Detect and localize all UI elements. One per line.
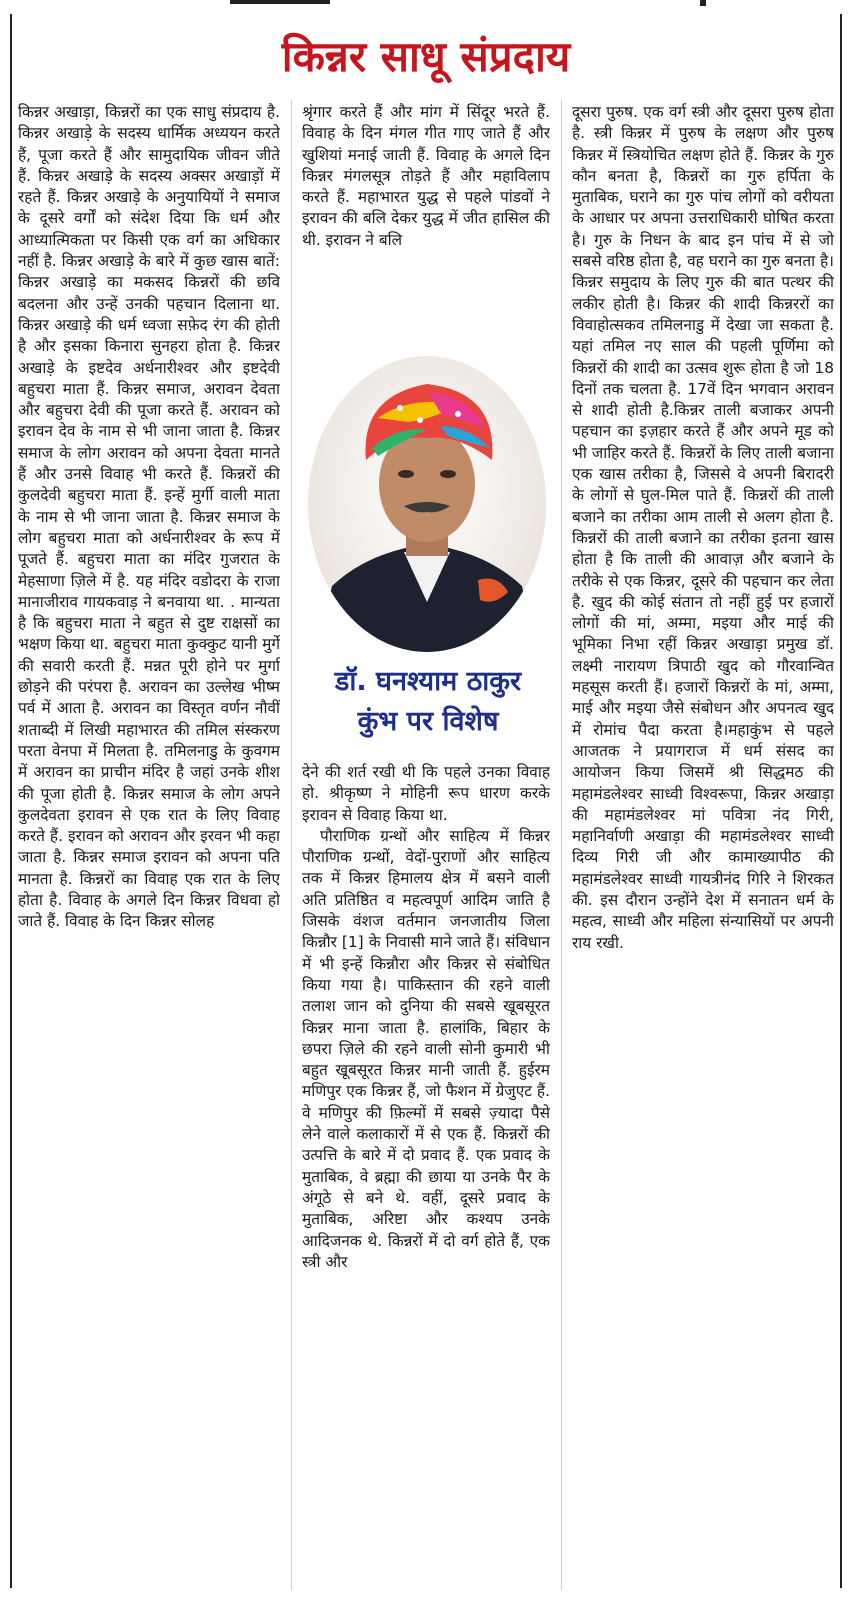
column-2-top-text: श्रृंगार करते हैं और मांग में सिंदूर भरते हैं. विवाह के दिन मंगल गीत गाए जाते हैं और खुशियां मनाई जाती हैं. विवाह के अगले दिन किन्नर मंगलसूत्र तोड़ते हैं और महाविलाप करते हैं. महाभारत युद्ध से पहले पांडवों ने इरावन की बलि देकर युद्ध में जीत हासिल की थी. इरावन ने बलि (302, 103, 550, 249)
column-2-paragraph: देने की शर्त रखी थी कि पहले उनका विवाह हो. श्रीकृष्ण ने मोहिनी रूप धारण करके इरावन से विवाह किया था. (302, 763, 550, 824)
author-name: डॉ. घनश्याम ठाकुर (334, 666, 522, 697)
column-1-text: किन्नर अखाड़ा, किन्नरों का एक साधु संप्रदाय है. किन्नर अखाड़े के सदस्य धार्मिक अध्ययन करते हैं, पूजा करते हैं और सामुदायिक जीवन जीते हैं. किन्नर अखाड़े के सदस्य अक्सर अखाड़ों में रहते हैं. किन्नर अखाड़े के अनुयायियों ने समाज के दूसरे वर्गों को संदेश दिया कि धर्म और आध्यात्मिकता पर किसी एक वर्ग का अधिकार नहीं है. किन्नर अखाड़े के बारे में कुछ खास बातें: किन्नर अखाड़े का मकसद किन्नरों की छवि बदलना और उन्हें उनकी पहचान दिलाना था. किन्नर अखाड़े की धर्म ध्वजा सफ़ेद रंग की होती है और इसका किनारा सुनहरा होता है. किन्नर अखाड़े के इष्टदेव अर्धनारीश्वर और इष्टदेवी बहुचरा माता हैं. किन्नर समाज, अरावन देवता और बहुचरा देवी की पूजा करते हैं. अरावन को इरावन देव के नाम से भी जाना जाता है. किन्नर समाज के लोग अरावन को अपना देवता मानते हैं और उनसे विवाह भी करते हैं. किन्नरों की कुलदेवी बहुचरा माता हैं. इन्हें मुर्गी वाली माता के नाम से भी जाना जाता है. किन्नर समाज के लोग बहुचरा माता को अर्धनारीश्वर के रूप में पूजते हैं. बहुचरा माता का मंदिर गुजरात के मेहसाणा ज़िले में है. यह मंदिर वडोदरा के राजा मानाजीराव गायकवाड़ ने बनवाया था. . मान्यता है कि बहुचरा माता ने बहुत से दुष्ट राक्षसों का भक्षण किया था. बहुचरा माता कुक्कुट यानी मुर्गे की सवारी करती हैं. मन्नत पूरी होने पर मुर्गा छोड़ने की परंपरा है. अरावन का उल्लेख भीष्म पर्व में आता है. अरावन का विस्तृत वर्णन नौवीं शताब्दी में लिखी महाभारत की तमिल संस्करण परता वेनपा में मिलता है. तमिलनाडु के कुवगम में अरावन का प्राचीन मंदिर है जहां उनके शीश की पूजा होती है. किन्नर समाज के लोग अपने कुलदेवता इरावन से एक रात के लिए विवाह करते हैं. इरावन को अरावन और इरवन भी कहा जाता है. किन्नर समाज इरावन को अपना पति मानता है. किन्नरों का विवाह एक रात के लिए होता है. विवाह के अगले दिन किन्नर विधवा हो जाते हैं. विवाह के दिन किन्नर सोलह (18, 103, 280, 931)
column-2-paragraph: पौराणिक ग्रन्थों और साहित्य में किन्नर पौराणिक ग्रन्थों, वेदों-पुराणों और साहित्य तक में किन्नर हिमालय क्षेत्र में बसने वाली अति प्रतिष्ठित व महत्वपूर्ण आदिम जाति है जिसके वंशज वर्तमान जनजातीय जिला किन्नौर [1] के निवासी माने जाते हैं। संविधान में भी इन्हें किन्नौरा और किन्नर से संबोधित किया गया है। पाकिस्तान की रहने वाली तलाश जान को दुनिया की सबसे खूबसूरत किन्नर माना जाता है. हालांकि, बिहार के छपरा ज़िले की रहने वाली सोनी कुमारी भी बहुत खूबसूरत किन्नर मानी जाती हैं. हुईरम मणिपुर एक किन्नर हैं, जो फैशन में ग्रेजुएट हैं. वे मणिपुर की फ़िल्मों में सबसे ज़्यादा पैसे लेने वाले कलाकारों में से एक हैं. किन्नरों की उत्पत्ति के बारे में दो प्रवाद हैं. एक प्रवाद के मुताबिक, वे ब्रह्मा की छाया या उनके पैर के अंगूठे से बने थे. वहीं, दूसरे प्रवाद के मुताबिक, अरिष्टा और कश्यप उनके आदिजनक थे. किन्नरों में दो वर्ग होते हैं, एक स्त्री और (302, 826, 550, 1271)
author-photo (308, 356, 546, 652)
author-byline (296, 662, 560, 742)
article-headline: किन्नर साधू संप्रदाय (281, 32, 571, 81)
top-rule (230, 0, 330, 4)
article-column-1 (18, 102, 280, 1590)
page-top-strip (0, 0, 852, 8)
column-divider (291, 100, 292, 1590)
article-column-3 (572, 102, 834, 1590)
column-divider (561, 100, 562, 1590)
top-mark (700, 0, 706, 6)
portrait-photo-icon (308, 356, 546, 652)
author-tagline: कुंभ पर विशेष (357, 706, 499, 737)
left-border (10, 14, 12, 1588)
article-column-2-top (302, 102, 550, 352)
column-3-text: दूसरा पुरुष. एक वर्ग स्त्री और दूसरा पुरुष होता है. स्त्री किन्नर में पुरुष के लक्षण और पुरुष किन्नर में स्त्रियोचित लक्षण होते हैं. किन्नर के गुरु कौन बनता है, किन्नरों का गुरु हर्पिता के मुताबिक, घराने का गुरु पांच लोगों को वरीयता के आधार पर अपना उत्तराधिकारी घोषित करता है। गुरु के निधन के बाद इन पांच में से जो सबसे वरिष्ठ होता है, वह घराने का गुरु बनता है। किन्नर समुदाय के लिए गुरु की बात पत्थर की लकीर होती है। किन्नर की शादी किन्नररों का विवाहोत्सकव तमिलनाडु में देखा जा सकता है. यहां तमिल नए साल की पहली पूर्णिमा को किन्नरों की शादी का उत्सव शुरू होता है जो 18 दिनों तक चलता है. 17वें दिन भगवान अरावन से शादी होती है.किन्नर ताली बजाकर अपनी पहचान का इज़हार करते हैं और अपने मूड को भी जाहिर करते हैं. किन्नरों के लिए ताली बजाना एक खास तरीका है, जिससे वे अपनी बिरादरी के लोगों से घुल-मिल पाते हैं. किन्नरों की ताली बजाने का तरीका आम ताली से अलग होता है. किन्नरों की ताली बजाने का तरीका इतना खास होता है कि ताली की आवाज़ और बजाने के तरीके से एक किन्नर, दूसरे की पहचान कर लेता है. खुद की कोई संतान तो नहीं हुई पर हजारों लोगों की मां, अम्मा, मइया और माई की भूमिका निभा रहीं किन्नर अखाड़ा प्रमुख डॉ. लक्ष्मी नारायण त्रिपाठी खुद को गौरवान्वित महसूस करती हैं। हजारों किन्नरों के मां, अम्मा, माई और मइया जैसे संबोधन और अपनत्व खुद में रोमांच पैदा करता है।महाकुंभ से पहले आजतक ने प्रयागराज में धर्म संसद का आयोजन किया जिसमें श्री सिद्धमठ की महामंडलेश्वर साध्वी विश्वरूपा, किन्नर अखाड़ा की महामंडलेश्वर मां पवित्रा नंद गिरी, महानिर्वाणी अखाड़ा की महामंडलेश्वर साध्वी दिव्य गिरी जी और कामाख्यापीठ की महामंडलेश्वर साध्वी गायत्रीनंद गिरि ने शिरकत की. इस दौरान उन्होंने देश में सनातन धर्म के महत्व, साध्वी और महिला संन्यासियों पर अपनी राय रखी. (572, 103, 834, 952)
article-column-2-bottom (302, 762, 550, 1592)
right-border (840, 14, 842, 1588)
